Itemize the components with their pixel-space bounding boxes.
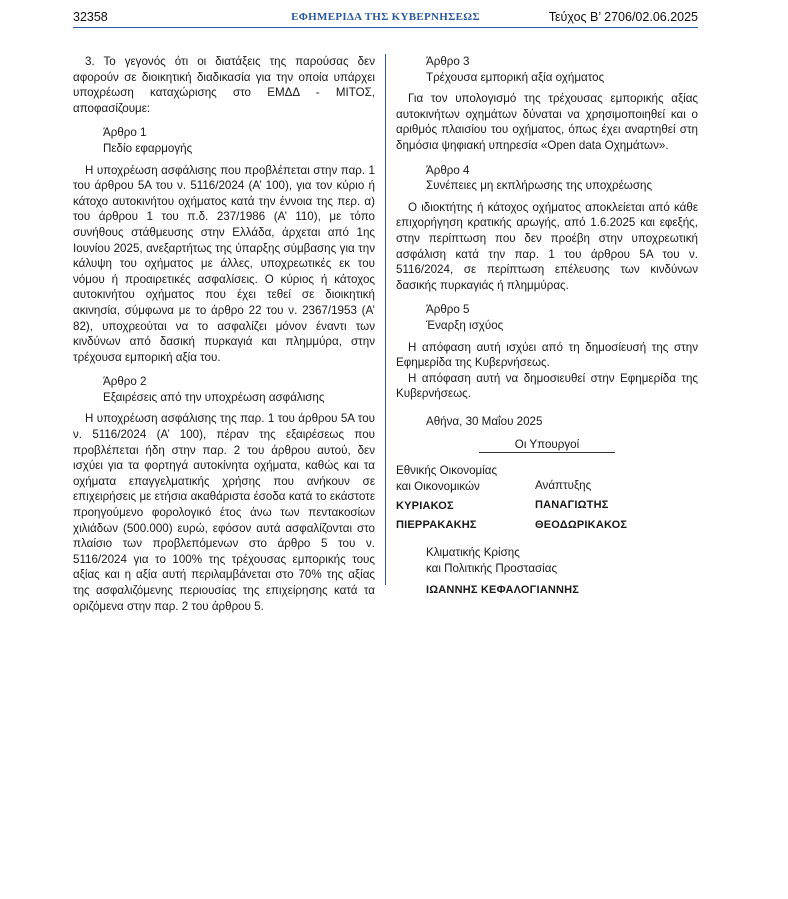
article-5-title: Άρθρο 5: [426, 303, 470, 317]
signature-role: και Πολιτικής Προστασίας: [426, 562, 558, 576]
signatory-name: ΚΥΡΙΑΚΟΣ: [396, 499, 454, 512]
signing-date: Αθήνα, 30 Μαΐου 2025: [426, 414, 543, 428]
article-5-text-1: Η απόφαση αυτή ισχύει από τη δημοσίευσή της στην Εφημερίδα της Κυβερνήσεως.: [396, 340, 698, 370]
signature-role: και Οικονομικών: [396, 480, 480, 494]
article-5-text-2: Η απόφαση αυτή να δημοσιευθεί στην Εφημερίδα της Κυβερνήσεως.: [396, 371, 698, 401]
issue-reference: Τεύχος B’ 2706/02.06.2025: [548, 10, 698, 24]
article-1-title: Άρθρο 1: [103, 126, 147, 140]
article-1-text: Η υποχρέωση ασφάλισης που προβλέπεται στην παρ. 1 του άρθρου 5Α του ν. 5116/2024 (Α’ 100), για τον κύριο ή κάτοχο αυτοκινήτου οχήματος κατά την έννοια της περ. α) του άρθρου 1 του π.δ. 237/1986 (Α’ 110), με τόπο συνήθους στάθμευσης στην Ελλάδα, άρχεται από 1ης Ιουνίου 2025, ανεξαρτήτως της ύπαρξης σύμβασης για την κάλυψη του οχήματος με άλλες, υποχρεωτικές εκ του νόμου ή προαιρετικές ασφαλίσεις. Ο κύριος ή κάτοχος αυτοκινήτου οχήματος που έχει τεθεί σε διοικητική ακινησία, σύμφωνα με το άρθρο 22 του ν. 2367/1953 (Α’ 82), υποχρεούται να το ασφαλίζει μόνον έναντι των κινδύνων από δασική πυρκαγιά και πλημμύρα, στην τρέχουσα εμπορική αξία του.: [73, 163, 375, 364]
page-number: 32358: [73, 10, 108, 24]
article-3-subtitle: Τρέχουσα εμπορική αξία οχήματος: [426, 70, 605, 84]
signatory-name: ΙΩΑΝΝΗΣ ΚΕΦΑΛΟΓΙΑΝΝΗΣ: [426, 583, 580, 596]
article-2-title: Άρθρο 2: [103, 375, 147, 389]
ministers-heading: [396, 437, 698, 453]
signature-role: Ανάπτυξης: [535, 479, 592, 493]
signatures: [396, 463, 698, 596]
journal-title: ΕΦΗΜΕΡΙΔΑ ΤΗΣ ΚΥΒΕΡΝΗΣΕΩΣ: [291, 11, 480, 23]
intro-paragraph: 3. Το γεγονός ότι οι διατάξεις της παρούσας δεν αφορούν σε διοικητική διαδικασία για την οποία υπάρχει υποχρέωση καταχώρισης στο ΕΜΔΔ - ΜΙΤΟΣ, αποφασίζουμε:: [73, 55, 375, 115]
header-rule: [73, 27, 698, 28]
article-4-title: Άρθρο 4: [426, 163, 470, 177]
article-3-text: Για τον υπολογισμό της τρέχουσας εμπορικής αξίας αυτοκινήτων οχημάτων δύναται να χρησιμοποιηθεί και ο αριθμός πλαισίου του οχήματος, όπως έχει αναρτηθεί στη δημόσια ψηφιακή υπηρεσία «Open data Οχημάτων».: [396, 92, 698, 152]
signatory-name: ΠΙΕΡΡΑΚΑΚΗΣ: [396, 519, 477, 532]
signatory-name: ΘΕΟΔΩΡΙΚΑΚΟΣ: [535, 518, 628, 531]
article-2-subtitle: Εξαιρέσεις από την υποχρέωση ασφάλισης: [103, 390, 325, 404]
ministers-heading-label: Οι Υπουργοί: [479, 438, 615, 453]
signature-economy: [396, 463, 536, 533]
article-2-text: Η υποχρέωση ασφάλισης της παρ. 1 του άρθρου 5Α του ν. 5116/2024 (Α’ 100), πέραν της εξαιρέσεως που προβλέπεται ήδη στην παρ. 2 του άρθρου αυτού, δεν ισχύει για τα φορτηγά αυτοκίνητα οχήματα, καθώς και τα οχήματα επαγγελματικής χρήσης που ανήκουν σε επιχειρήσεις με ετήσια ακαθάριστα έσοδα κατά το εκάστοτε προηγούμενο φορολογικό έτος άνω των πεντακοσίων χιλιάδων (500.000) ευρώ, εφόσον αυτά ασφαλίζονται στο πλαίσιο των προβλεπόμενων στο άρθρο 5 του ν. 5116/2024 για το 100% της τρέχουσας εμπορικής τους αξίας και η αξία αυτή περιλαμβάνεται στο 70% της αξίας της ασφαλιζόμενης περιουσίας της επιχείρησης κατά τα οριζόμενα στην παρ. 2 του άρθρου 5.: [73, 412, 375, 613]
column-divider: [385, 54, 386, 585]
signature-climate: [426, 545, 686, 598]
signature-development: [535, 478, 705, 533]
signatory-name: ΠΑΝΑΓΙΩΤΗΣ: [535, 499, 609, 512]
signature-role: Εθνικής Οικονομίας: [396, 464, 498, 478]
article-5-subtitle: Έναρξη ισχύος: [426, 318, 504, 332]
left-column: [73, 54, 375, 614]
signature-role: Κλιματικής Κρίσης: [426, 546, 520, 560]
article-4-text: Ο ιδιοκτήτης ή κάτοχος οχήματος αποκλείεται από κάθε επιχορήγηση κρατικής αρωγής, από 1.6.2025 και εφεξής, στην περίπτωση που δεν προέβη στην υποχρεωτική ασφάλιση κατά την παρ. 1 του άρθρου 5Α του ν. 5116/2024, σε περίπτωση επέλευσης των κινδύνων δασικής πυρκαγιάς ή πλημμύρας.: [396, 200, 698, 292]
article-1-subtitle: Πεδίο εφαρμογής: [103, 141, 193, 155]
right-column: [396, 54, 698, 596]
article-3-title: Άρθρο 3: [426, 55, 470, 68]
article-4-subtitle: Συνέπειες μη εκπλήρωσης της υποχρέωσης: [426, 179, 653, 193]
page-header: [73, 8, 698, 28]
